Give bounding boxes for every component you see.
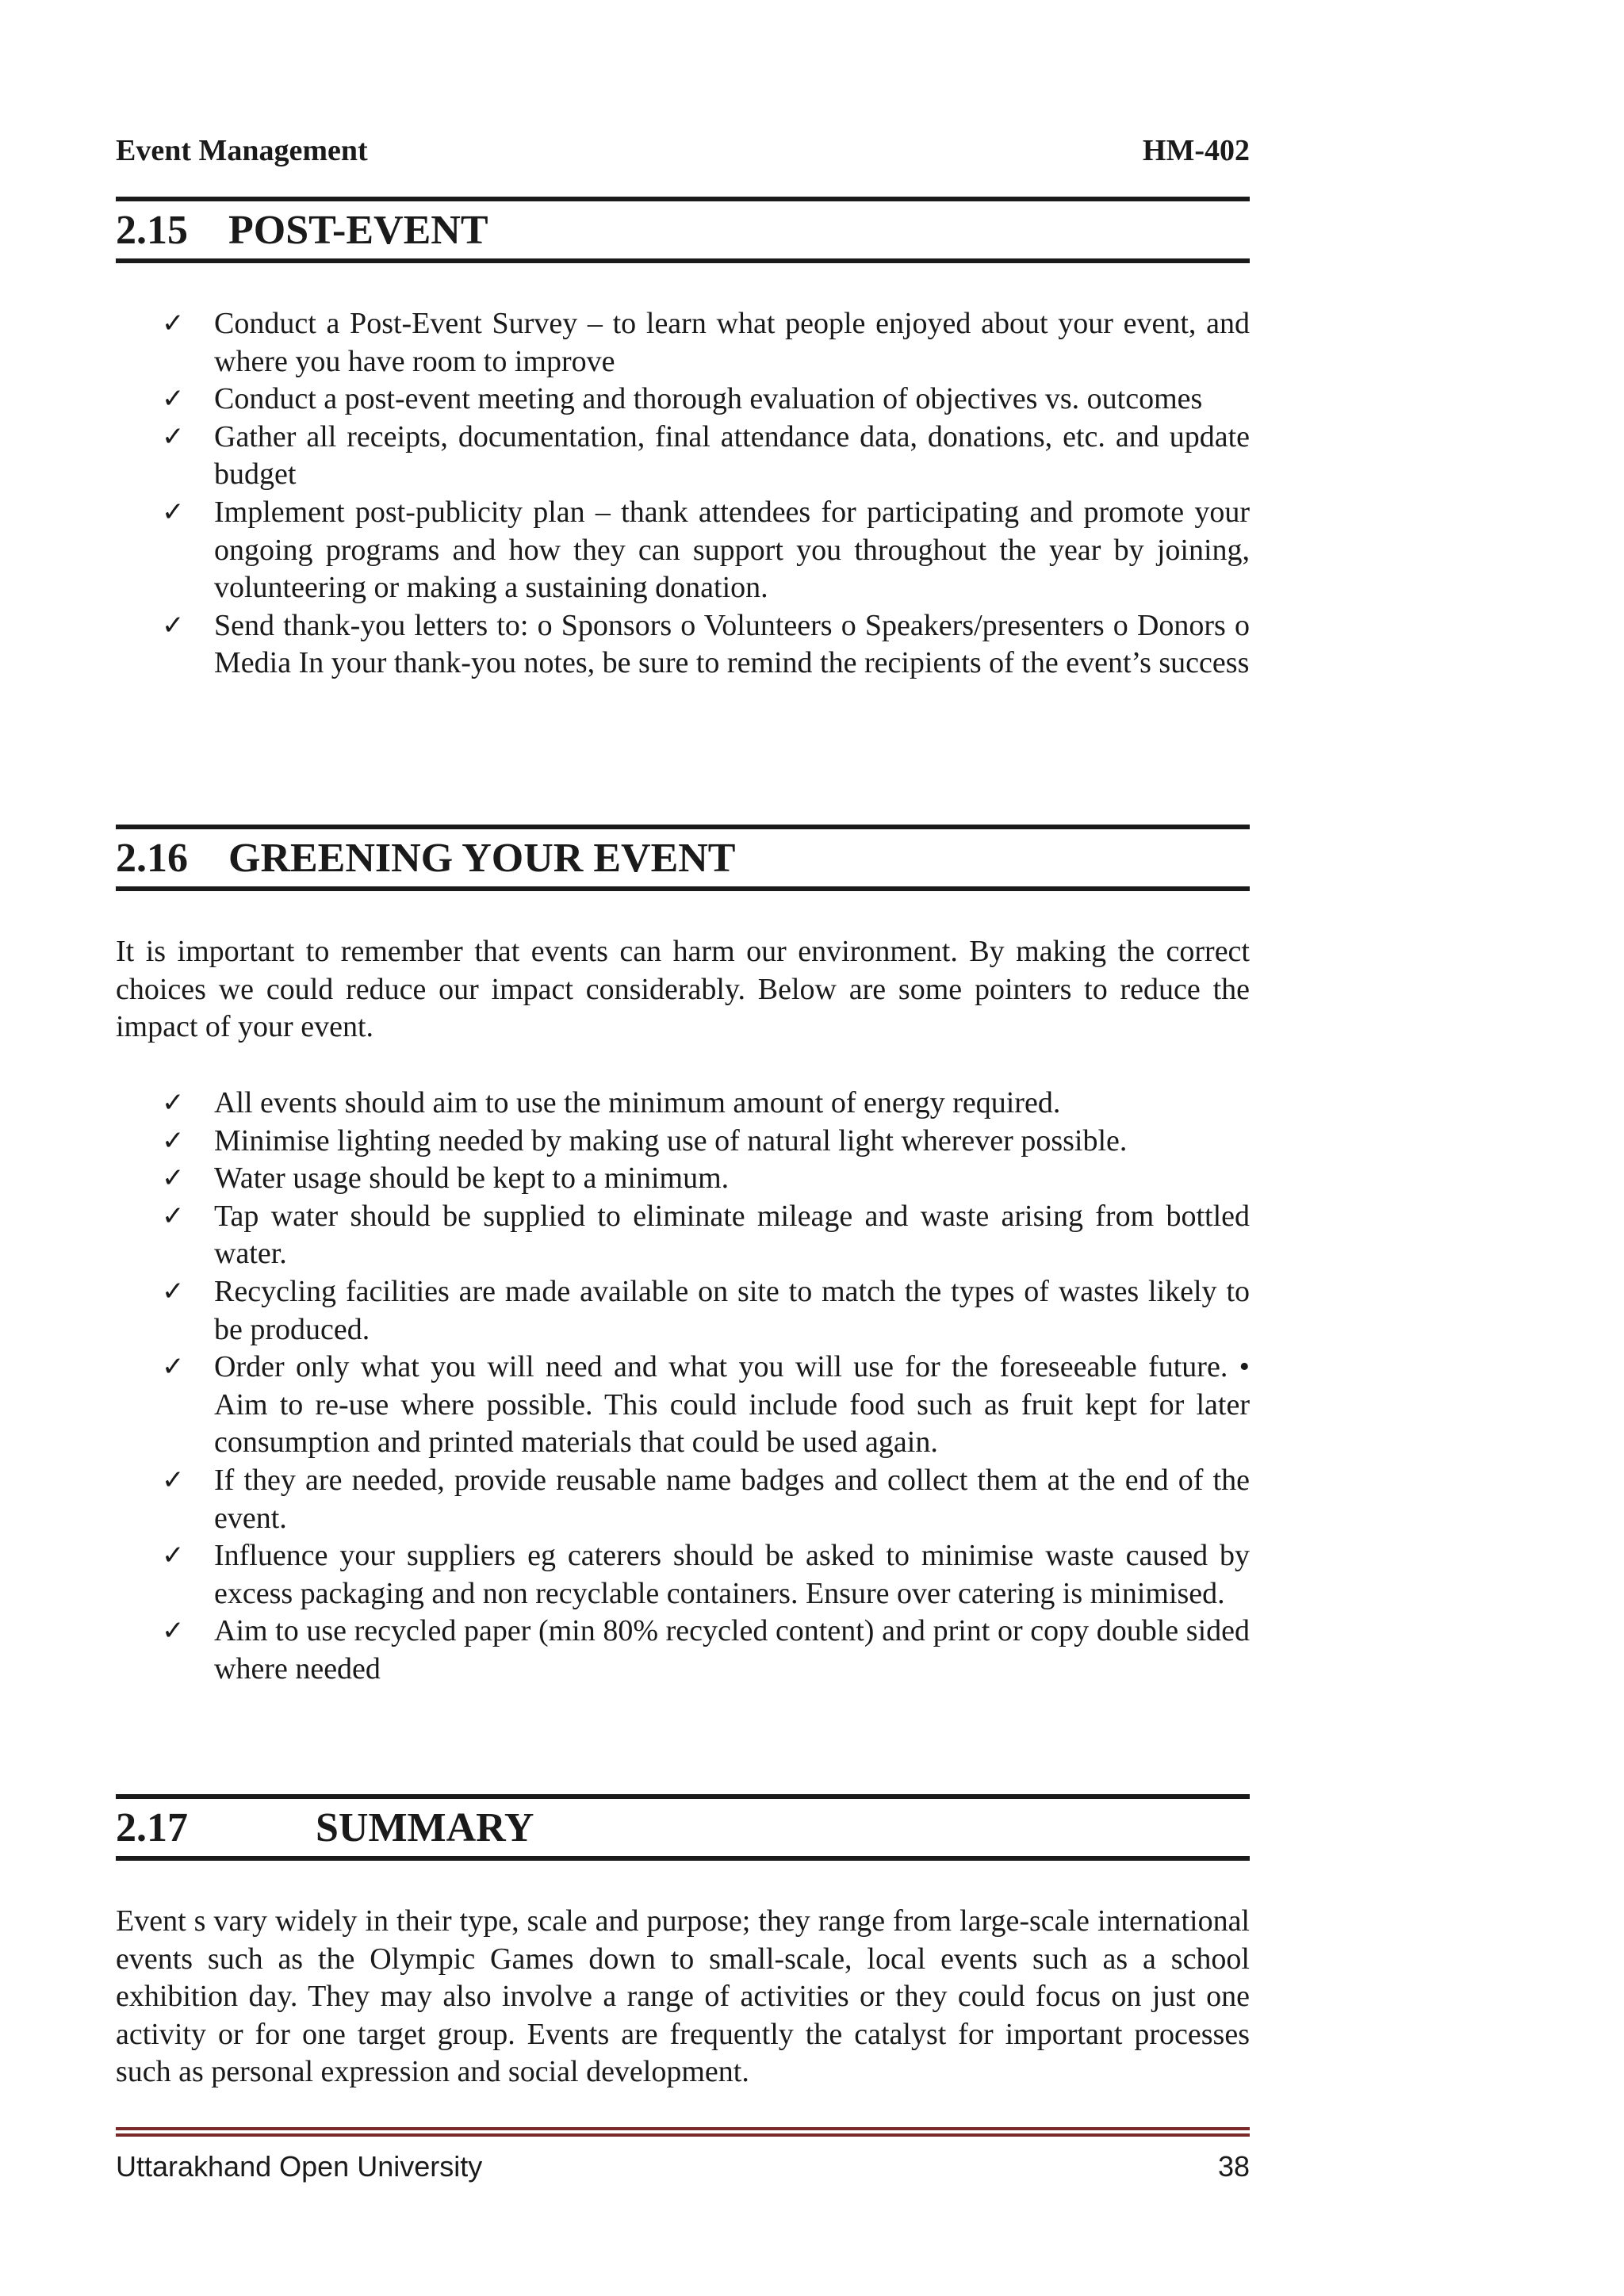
list-item: ✓ Conduct a Post-Event Survey – to learn what people enjoyed about your event, and where you have room to improve bbox=[162, 307, 1250, 378]
checkmark-icon: ✓ bbox=[162, 1351, 185, 1383]
checkmark-icon: ✓ bbox=[162, 1540, 185, 1572]
checkmark-icon: ✓ bbox=[162, 308, 185, 339]
checkmark-icon: ✓ bbox=[162, 420, 185, 453]
section-title: GREENING YOUR EVENT bbox=[228, 835, 736, 881]
footer-divider bbox=[116, 2127, 1250, 2137]
list-item: ✓ If they are needed, provide reusable name badges and collect them at the end of the event. bbox=[162, 1463, 1250, 1535]
section-heading-greening bbox=[116, 825, 1250, 891]
list-item: ✓ Water usage should be kept to a minimum. bbox=[116, 1160, 1250, 1198]
checkmark-icon: ✓ bbox=[162, 496, 185, 528]
list-item: ✓ Aim to use recycled paper (min 80% recycled content) and print or copy double sided where needed bbox=[162, 1614, 1250, 1686]
course-code: HM-402 bbox=[1142, 134, 1250, 167]
checkmark-icon: ✓ bbox=[162, 1124, 185, 1157]
checkmark-icon: ✓ bbox=[162, 609, 185, 641]
list-item: ✓ Tap water should be supplied to eliminate mileage and waste arising from bottled water. bbox=[162, 1199, 1250, 1271]
page-footer bbox=[116, 2150, 1250, 2183]
list-item: ✓ Conduct a post-event meeting and thorough evaluation of objectives vs. outcomes bbox=[116, 381, 1250, 419]
section-title: POST-EVENT bbox=[228, 207, 488, 253]
greening-intro: It is important to remember that events can harm our environment. By making the correct choices we could reduce our impact considerably. Below are some pointers to reduce the impact of your event. bbox=[116, 935, 1250, 1044]
checkmark-icon: ✓ bbox=[162, 1615, 185, 1647]
list-item: ✓ Minimise lighting needed by making use of natural light wherever possible. bbox=[116, 1123, 1250, 1161]
list-item: ✓ Influence your suppliers eg caterers should be asked to minimise waste caused by excess packaging and non recyclable containers. Ensure over catering is minimised. bbox=[162, 1539, 1250, 1610]
page-number: 38 bbox=[1217, 2150, 1250, 2183]
section-title: SUMMARY bbox=[316, 1804, 534, 1850]
list-item: ✓ Implement post-publicity plan – thank attendees for participating and promote your ongoing programs and how they can support you throughout the year by joining, volunteering or making a sustaining donation. bbox=[162, 495, 1250, 605]
list-item: ✓ Order only what you will need and what you will use for the foreseeable future. • Aim to re-use where possible. This could include food such as fruit kept for later consumption and printed materials that could be used again. bbox=[162, 1350, 1250, 1460]
checkmark-icon: ✓ bbox=[162, 1087, 185, 1119]
checkmark-icon: ✓ bbox=[162, 383, 185, 415]
list-item: ✓ Recycling facilities are made available on site to match the types of wastes likely to be produced. bbox=[162, 1274, 1250, 1346]
section-number: 2.17 bbox=[116, 1804, 188, 1850]
checkmark-icon: ✓ bbox=[162, 1275, 185, 1307]
post-event-list bbox=[116, 305, 1250, 683]
list-item: ✓ Send thank-you letters to: o Sponsors o Volunteers o Speakers/presenters o Donors o Media In your thank-you notes, be sure to remind the recipients of the event’s success bbox=[162, 608, 1250, 680]
section-heading-summary bbox=[116, 1794, 1250, 1861]
course-title: Event Management bbox=[116, 134, 368, 167]
greening-list bbox=[116, 1085, 1250, 1689]
summary-body: Event s vary widely in their type, scale and purpose; they range from large-scale international events such as the Olympic Games down to small-scale, local events such as a school exhibition day. They may also involve a range of activities or they could focus on just one activity or for one target group. Events are frequently the catalyst for important processes such as personal expression and social development. bbox=[116, 1904, 1250, 2089]
list-item: ✓ Gather all receipts, documentation, final attendance data, donations, etc. and update budget bbox=[162, 419, 1250, 492]
section-heading-post-event bbox=[116, 197, 1250, 263]
running-header bbox=[116, 133, 1250, 168]
checkmark-icon: ✓ bbox=[162, 1162, 185, 1195]
checkmark-icon: ✓ bbox=[162, 1200, 185, 1232]
list-item: ✓ All events should aim to use the minimum amount of energy required. bbox=[116, 1085, 1250, 1123]
footer-institution: Uttarakhand Open University bbox=[116, 2150, 483, 2183]
section-number: 2.15 bbox=[116, 207, 188, 253]
section-number: 2.16 bbox=[116, 835, 188, 881]
checkmark-icon: ✓ bbox=[162, 1464, 185, 1496]
